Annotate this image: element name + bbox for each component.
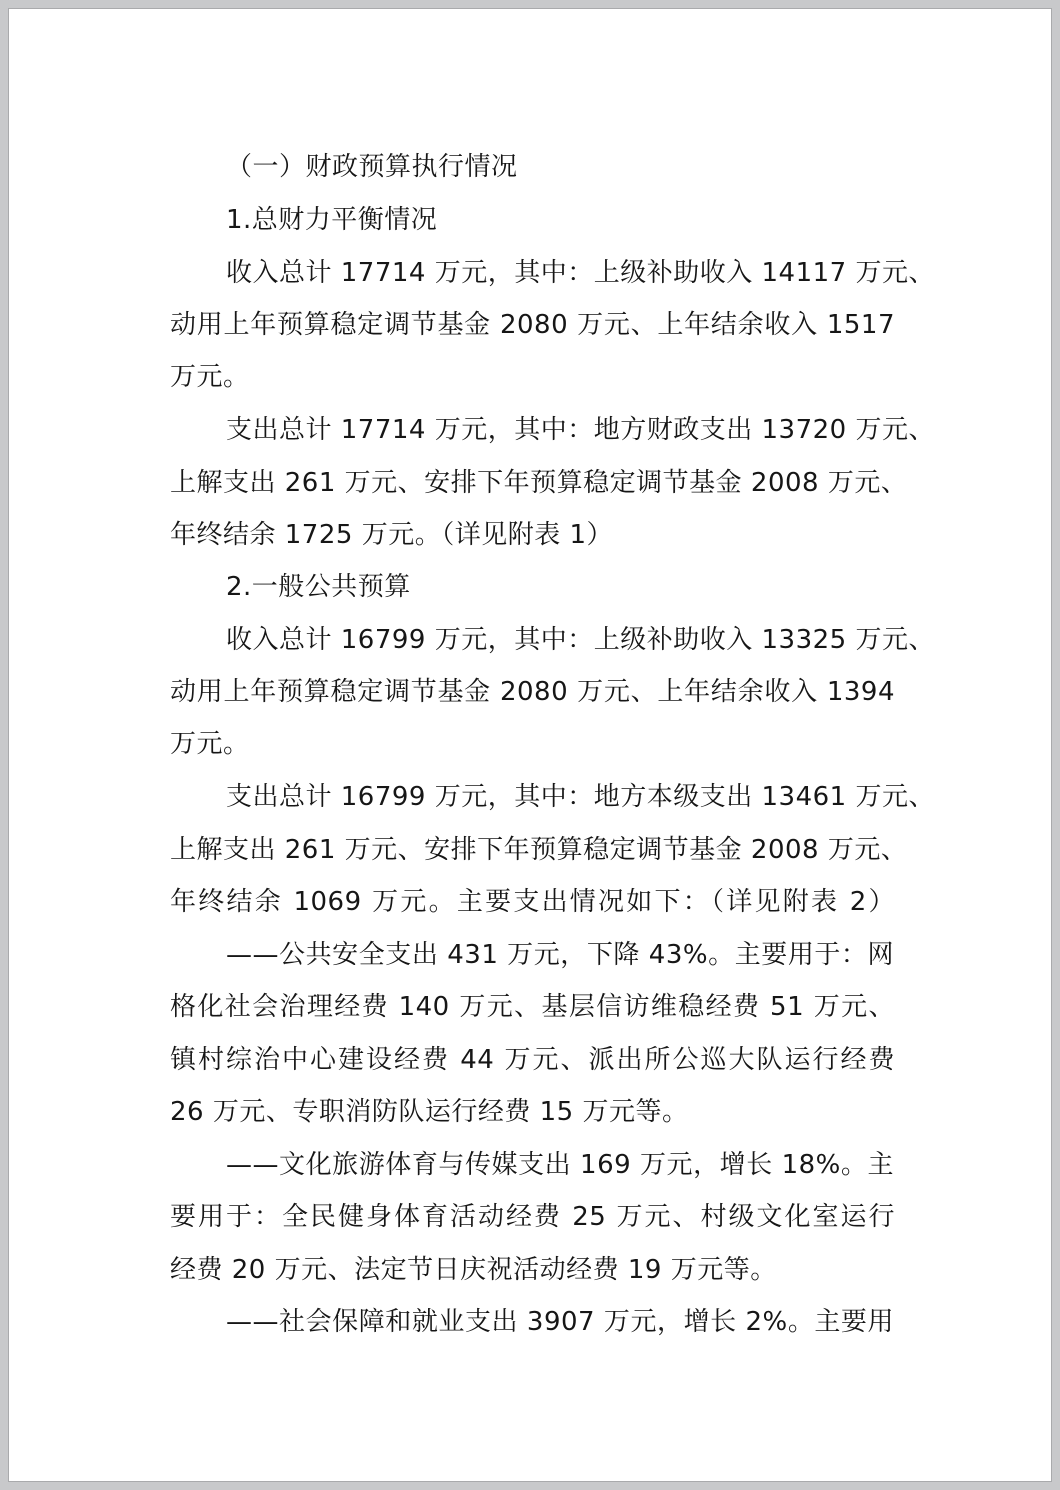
section-heading: （一）财政预算执行情况 [226,152,518,182]
paragraph-line: 支出总计 17714 万元，其中：地方财政支出 13720 万元、 [226,415,935,445]
paragraph-line: 年终结余 1725 万元。（详见附表 1） [170,520,614,550]
paragraph-line: ——公共安全支出 431 万元，下降 43%。主要用于：网 [226,940,894,970]
paragraph-line: 26 万元、专职消防队运行经费 15 万元等。 [170,1097,689,1127]
paragraph-line: 收入总计 17714 万元，其中：上级补助收入 14117 万元、 [226,258,935,288]
paragraph-line: 镇村综治中心建设经费 44 万元、派出所公巡大队运行经费 [170,1045,895,1075]
paragraph-line: 年终结余 1069 万元。主要支出情况如下：（详见附表 2） [170,887,895,917]
paragraph-line: 上解支出 261 万元、安排下年预算稳定调节基金 2008 万元、 [170,835,908,865]
subsection-heading: 2.一般公共预算 [226,572,411,602]
paragraph-line: 要用于：全民健身体育活动经费 25 万元、村级文化室运行 [170,1202,895,1232]
subsection-heading: 1.总财力平衡情况 [226,205,438,235]
paragraph-line: ——文化旅游体育与传媒支出 169 万元，增长 18%。主 [226,1150,894,1180]
paragraph-line: 万元。 [170,729,250,759]
paragraph-line: 动用上年预算稳定调节基金 2080 万元、上年结余收入 1394 [170,677,895,707]
paragraph-line: 动用上年预算稳定调节基金 2080 万元、上年结余收入 1517 [170,310,895,340]
paragraph-line: 上解支出 261 万元、安排下年预算稳定调节基金 2008 万元、 [170,468,908,498]
paragraph-line: 收入总计 16799 万元，其中：上级补助收入 13325 万元、 [226,625,935,655]
paragraph-line: 经费 20 万元、法定节日庆祝活动经费 19 万元等。 [170,1255,777,1285]
paragraph-line: ——社会保障和就业支出 3907 万元，增长 2%。主要用 [226,1307,894,1337]
paragraph-line: 格化社会治理经费 140 万元、基层信访维稳经费 51 万元、 [170,992,895,1022]
paragraph-line: 支出总计 16799 万元，其中：地方本级支出 13461 万元、 [226,782,935,812]
paragraph-line: 万元。 [170,362,250,392]
